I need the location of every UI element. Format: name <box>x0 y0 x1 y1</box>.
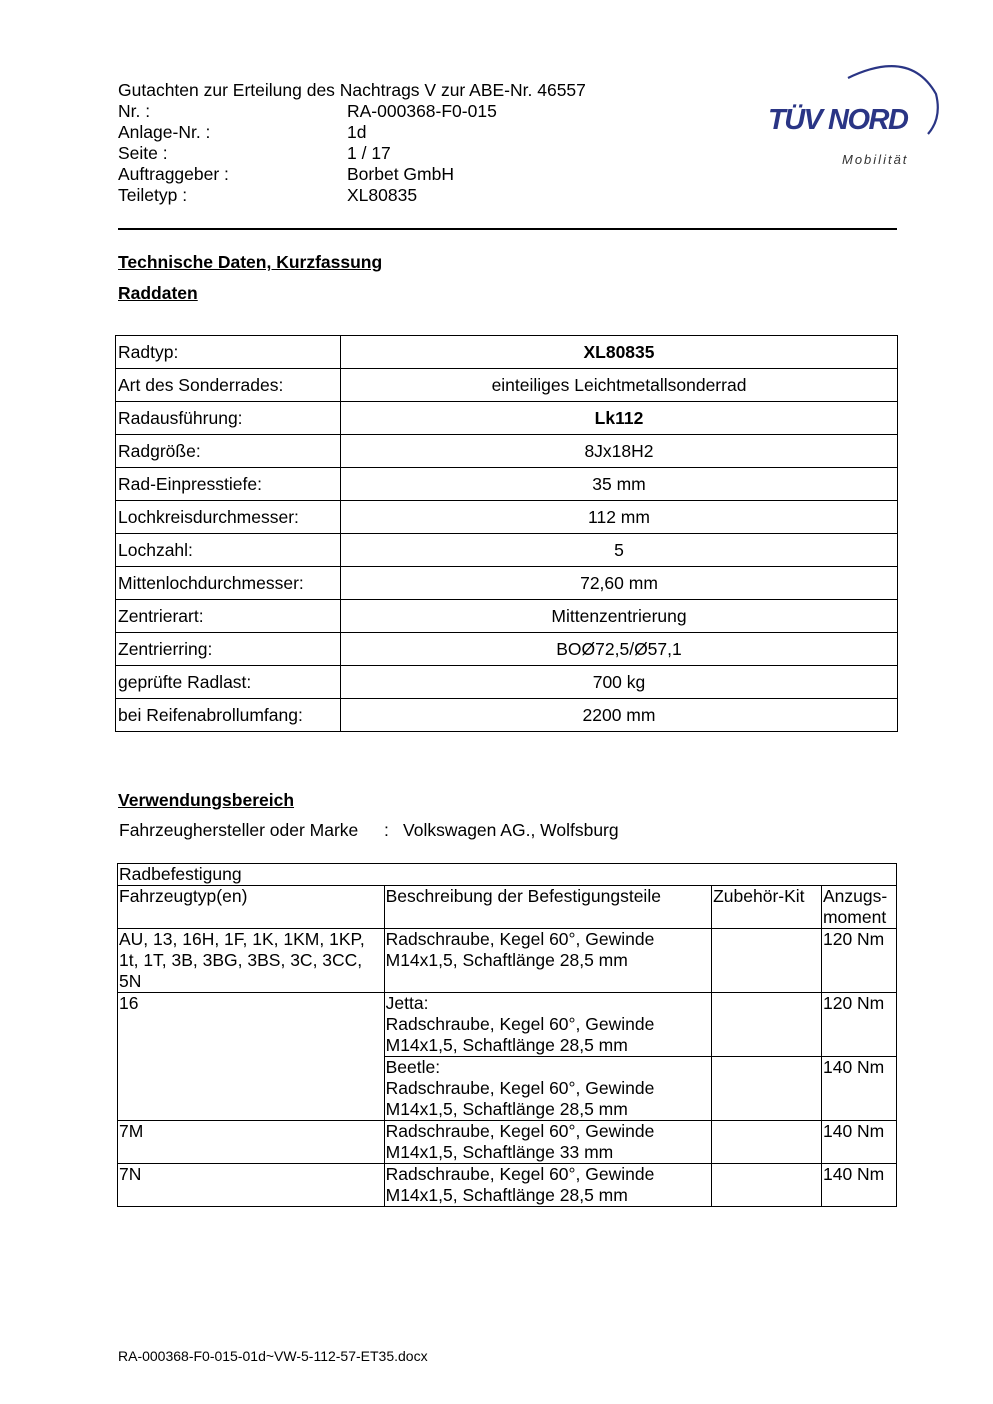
header-zubehoer-kit: Zubehör-Kit <box>712 886 822 929</box>
table-row <box>116 501 898 534</box>
footer-filename: RA-000368-F0-015-01d~VW-5-112-57-ET35.docx <box>118 1348 428 1364</box>
fahrzeugtyp-cell-line: 7N <box>119 1164 142 1184</box>
raddaten-value: 2200 mm <box>341 699 898 732</box>
raddaten-label: Lochzahl: <box>116 534 341 567</box>
marke-label: Fahrzeughersteller oder Marke <box>119 820 359 840</box>
header-value: 1 / 17 <box>347 143 391 163</box>
raddaten-label: Radgröße: <box>116 435 341 468</box>
header-key: Seite : <box>118 143 168 163</box>
raddaten-label: Zentrierart: <box>116 600 341 633</box>
beschreibung-cell <box>384 1057 711 1121</box>
fahrzeugtyp-cell-line: 16 <box>119 993 139 1013</box>
section-heading: Technische Daten, Kurzfassung <box>118 252 383 272</box>
raddaten-value: 5 <box>341 534 898 567</box>
beschreibung-cell-line: M14x1,5, Schaftlänge 33 mm <box>385 1142 614 1162</box>
raddaten-value: 700 kg <box>341 666 898 699</box>
header-row-teiletyp <box>118 185 638 206</box>
table-row <box>116 369 898 402</box>
radbefestigung-title: Radbefestigung <box>118 864 897 886</box>
table-row <box>118 993 897 1057</box>
anzugsmoment-cell: 140 Nm <box>821 1121 896 1164</box>
beschreibung-cell-line: M14x1,5, Schaftlänge 28,5 mm <box>385 1185 628 1205</box>
table-row <box>116 534 898 567</box>
zubehoer-kit-cell <box>712 1164 822 1207</box>
header-value: XL80835 <box>347 185 418 205</box>
raddaten-heading: Raddaten <box>118 283 198 303</box>
anzugsmoment-cell: 140 Nm <box>821 1164 896 1207</box>
beschreibung-cell-line: Radschraube, Kegel 60°, Gewinde <box>385 1078 655 1098</box>
raddaten-value: 8Jx18H2 <box>341 435 898 468</box>
raddaten-label: Radausführung: <box>116 402 341 435</box>
header-row-anlage <box>118 122 638 143</box>
table-row <box>118 929 897 993</box>
raddaten-label: Radtyp: <box>116 336 341 369</box>
fahrzeugtyp-cell <box>118 1121 385 1164</box>
beschreibung-cell <box>384 1164 711 1207</box>
anzugsmoment-cell: 140 Nm <box>821 1057 896 1121</box>
table-row <box>116 468 898 501</box>
marke-value: Volkswagen AG., Wolfsburg <box>403 820 619 840</box>
beschreibung-cell-line: Radschraube, Kegel 60°, Gewinde <box>385 1121 655 1141</box>
table-row <box>116 336 898 369</box>
table-row <box>116 699 898 732</box>
header-fahrzeugtyp: Fahrzeugtyp(en) <box>118 886 385 929</box>
radbefestigung-table <box>117 863 897 1207</box>
raddaten-value: 72,60 mm <box>341 567 898 600</box>
table-header-row <box>118 886 897 929</box>
zubehoer-kit-cell <box>712 929 822 993</box>
marke-separator: : <box>384 820 389 840</box>
header-anzugsmoment-line: Anzugs- <box>822 886 888 906</box>
raddaten-table <box>115 335 898 732</box>
header-anzugsmoment-line: moment <box>822 907 887 927</box>
beschreibung-cell-line: Beetle: <box>385 1057 441 1077</box>
fahrzeughersteller-line <box>119 820 619 841</box>
header-value: RA-000368-F0-015 <box>347 101 497 121</box>
table-row <box>116 435 898 468</box>
fahrzeugtyp-cell-line: 7M <box>119 1121 144 1141</box>
beschreibung-cell <box>384 993 711 1057</box>
header-row-auftraggeber <box>118 164 638 185</box>
table-row <box>116 567 898 600</box>
anzugsmoment-cell: 120 Nm <box>821 929 896 993</box>
tuev-nord-logo <box>760 56 940 176</box>
logo-wordmark: TÜV NORD <box>768 104 908 136</box>
beschreibung-cell-line: Jetta: <box>385 993 429 1013</box>
verwendungsbereich-heading: Verwendungsbereich <box>118 790 295 810</box>
fahrzeugtyp-cell-line: 1t, 1T, 3B, 3BG, 3BS, 3C, 3CC, <box>119 950 363 970</box>
beschreibung-cell-line: M14x1,5, Schaftlänge 28,5 mm <box>385 950 628 970</box>
raddaten-label: Mittenlochdurchmesser: <box>116 567 341 600</box>
raddaten-value: einteiliges Leichtmetallsonderrad <box>341 369 898 402</box>
table-row <box>116 633 898 666</box>
header-value: Borbet GmbH <box>347 164 454 184</box>
header-row-seite <box>118 143 638 164</box>
raddaten-value: Mittenzentrierung <box>341 600 898 633</box>
header-row-nr <box>118 101 638 122</box>
fahrzeugtyp-cell <box>118 993 385 1121</box>
table-row <box>116 600 898 633</box>
beschreibung-cell-line: M14x1,5, Schaftlänge 28,5 mm <box>385 1035 628 1055</box>
header-key: Anlage-Nr. : <box>118 122 211 142</box>
header-key: Teiletyp : <box>118 185 188 205</box>
fahrzeugtyp-cell-line: AU, 13, 16H, 1F, 1K, 1KM, 1KP, <box>119 929 365 949</box>
beschreibung-cell <box>384 1121 711 1164</box>
header-anzugsmoment <box>821 886 896 929</box>
beschreibung-cell-line: Radschraube, Kegel 60°, Gewinde <box>385 929 655 949</box>
header-key: Auftraggeber : <box>118 164 229 184</box>
table-row <box>116 402 898 435</box>
logo-subtitle: Mobilität <box>842 152 909 167</box>
raddaten-label: Zentrierring: <box>116 633 341 666</box>
document-header <box>118 80 638 206</box>
zubehoer-kit-cell <box>712 993 822 1057</box>
table-title-row <box>118 864 897 886</box>
table-row <box>118 1121 897 1164</box>
zubehoer-kit-cell <box>712 1121 822 1164</box>
raddaten-label: Rad-Einpresstiefe: <box>116 468 341 501</box>
zubehoer-kit-cell <box>712 1057 822 1121</box>
beschreibung-cell <box>384 929 711 993</box>
raddaten-value: 35 mm <box>341 468 898 501</box>
raddaten-value: XL80835 <box>341 336 898 369</box>
raddaten-label: bei Reifenabrollumfang: <box>116 699 341 732</box>
header-key: Nr. : <box>118 101 151 121</box>
beschreibung-cell-line: M14x1,5, Schaftlänge 28,5 mm <box>385 1099 628 1119</box>
raddaten-label: Art des Sonderrades: <box>116 369 341 402</box>
raddaten-value: BOØ72,5/Ø57,1 <box>341 633 898 666</box>
fahrzeugtyp-cell-line: 5N <box>119 971 142 991</box>
raddaten-value: 112 mm <box>341 501 898 534</box>
raddaten-label: Lochkreisdurchmesser: <box>116 501 341 534</box>
table-row <box>118 1164 897 1207</box>
fahrzeugtyp-cell <box>118 1164 385 1207</box>
table-row <box>116 666 898 699</box>
fahrzeugtyp-cell <box>118 929 385 993</box>
beschreibung-cell-line: Radschraube, Kegel 60°, Gewinde <box>385 1164 655 1184</box>
raddaten-value: Lk112 <box>341 402 898 435</box>
header-divider <box>118 228 897 230</box>
beschreibung-cell-line: Radschraube, Kegel 60°, Gewinde <box>385 1014 655 1034</box>
document-title: Gutachten zur Erteilung des Nachtrags V zur ABE-Nr. 46557 <box>118 80 586 100</box>
raddaten-label: geprüfte Radlast: <box>116 666 341 699</box>
header-value: 1d <box>347 122 367 142</box>
header-beschreibung: Beschreibung der Befestigungsteile <box>384 886 711 929</box>
anzugsmoment-cell: 120 Nm <box>821 993 896 1057</box>
